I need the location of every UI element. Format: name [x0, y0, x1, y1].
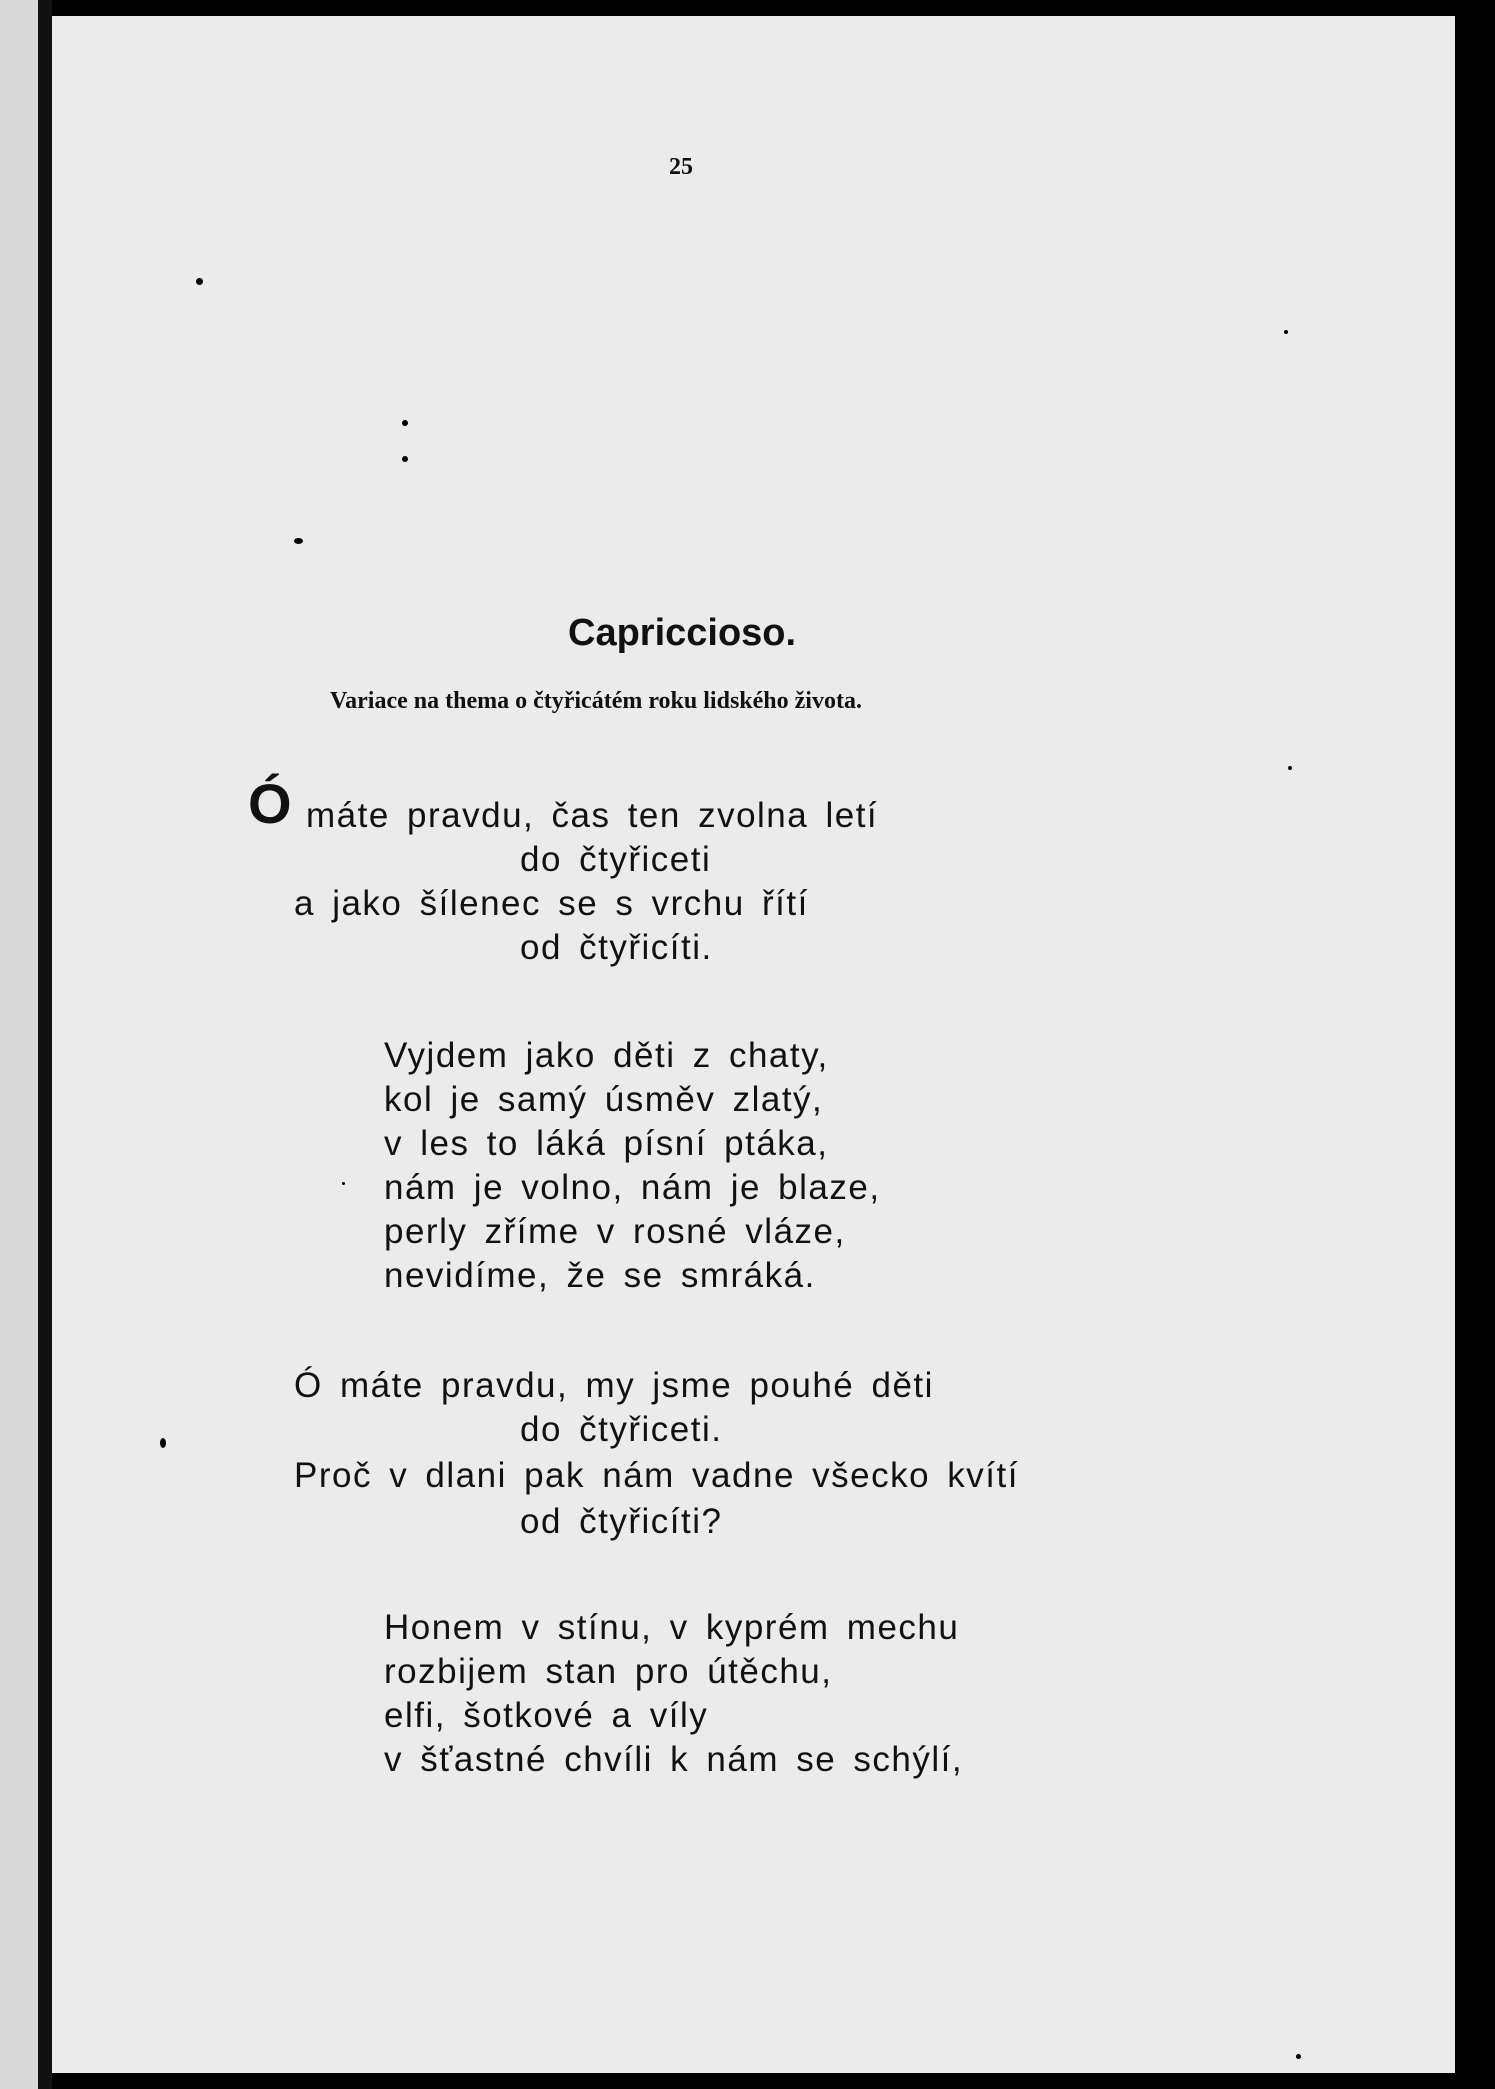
poem-line: nevidíme, že se smráká.: [384, 1256, 816, 1295]
dust-speck: [402, 420, 408, 426]
poem-line: do čtyřiceti: [520, 840, 712, 879]
poem-line: do čtyřiceti.: [520, 1410, 723, 1449]
poem-line: a jako šílenec se s vrchu řítí: [294, 884, 809, 923]
poem-line: od čtyřicíti.: [520, 928, 713, 967]
dust-speck: [342, 1182, 345, 1185]
poem-line: perly zříme v rosné vláze,: [384, 1212, 846, 1251]
adjacent-page-edge: [0, 0, 38, 2089]
dust-speck: [1296, 2054, 1301, 2059]
poem-line: Honem v stínu, v kyprém mechu: [384, 1608, 960, 1647]
page-number: 25: [669, 154, 693, 180]
poem-subtitle: Variace na thema o čtyřicátém roku lidského života.: [330, 688, 862, 714]
poem-line: Ó máte pravdu, my jsme pouhé děti: [294, 1366, 934, 1405]
poem-line: kol je samý úsměv zlatý,: [384, 1080, 824, 1119]
poem-line: máte pravdu, čas ten zvolna letí: [306, 796, 879, 835]
poem-title: Capriccioso.: [568, 612, 797, 654]
binding-shadow: [38, 0, 52, 2089]
dust-speck: [294, 538, 303, 544]
poem-line: v šťastné chvíli k nám se schýlí,: [384, 1740, 964, 1779]
poem-line: nám je volno, nám je blaze,: [384, 1168, 881, 1207]
poem-line: elfi, šotkové a víly: [384, 1696, 709, 1735]
dust-speck: [1288, 766, 1292, 770]
dust-speck: [160, 1438, 166, 1448]
drop-cap: Ó: [248, 772, 292, 835]
poem-line: v les to láká písní ptáka,: [384, 1124, 829, 1163]
poem-line: Proč v dlani pak nám vadne všecko kvítí: [294, 1456, 1019, 1495]
dust-speck: [196, 278, 203, 285]
book-page: [52, 16, 1455, 2073]
poem-line: od čtyřicíti?: [520, 1502, 723, 1541]
poem-line: Vyjdem jako děti z chaty,: [384, 1036, 829, 1075]
dust-speck: [1284, 330, 1288, 334]
poem-line: rozbijem stan pro útěchu,: [384, 1652, 833, 1691]
dust-speck: [402, 456, 408, 462]
